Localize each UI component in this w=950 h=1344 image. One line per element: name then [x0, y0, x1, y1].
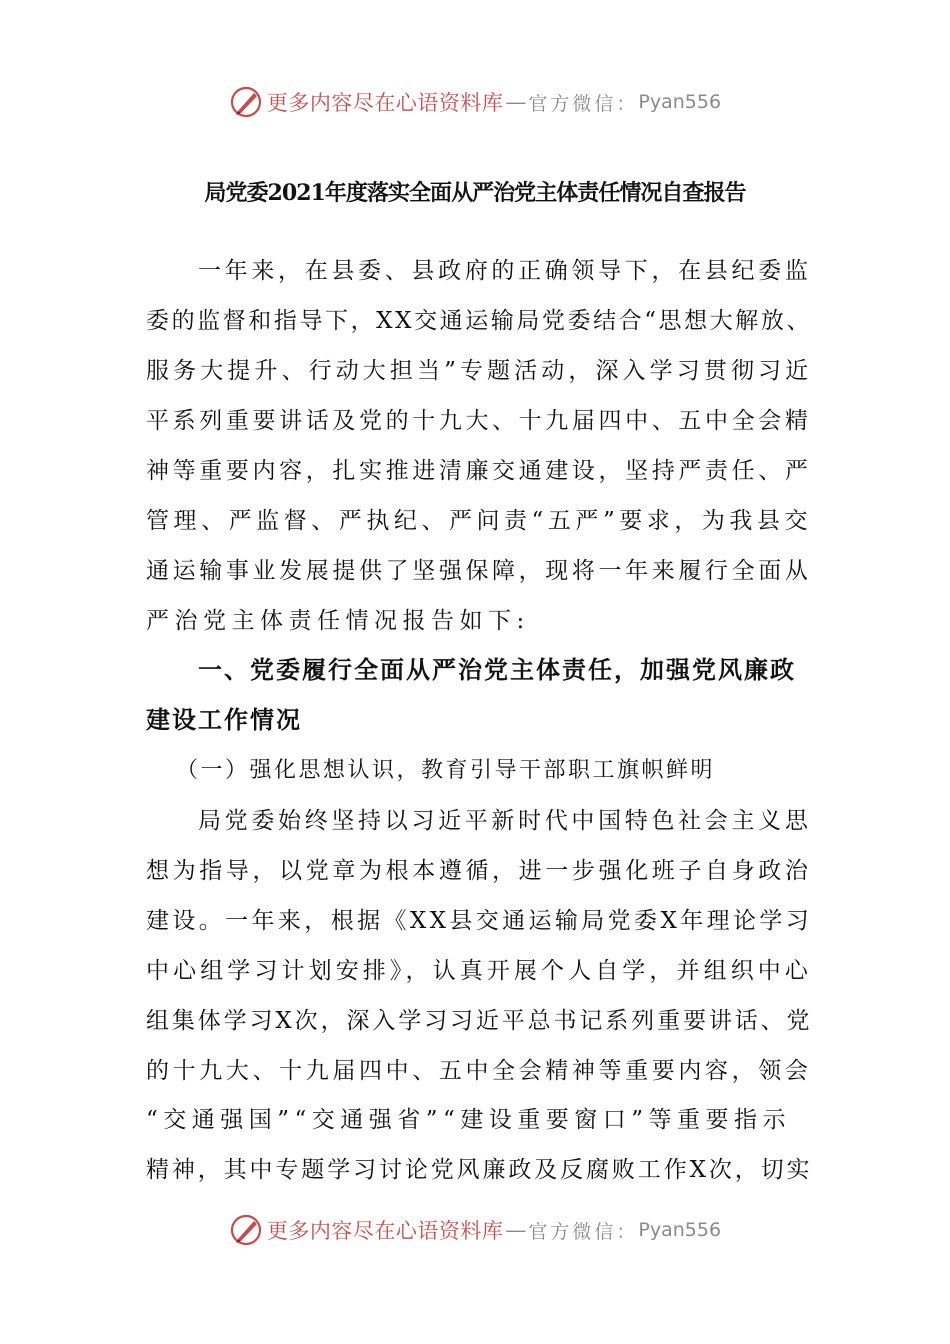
watermark-separator: —: [505, 1218, 527, 1242]
pen-logo-icon: [229, 85, 263, 119]
body-line: 服务大提升、行动大担当”专题活动，深入学习贯彻习近: [146, 358, 813, 384]
watermark-wechat-label: 官方微信：: [528, 92, 639, 115]
body-line: 严治党主体责任情况报告如下:: [146, 608, 530, 634]
body-line: 平系列重要讲话及党的十九大、十九届四中、五中全会精: [146, 408, 812, 434]
section-heading: 建设工作情况: [146, 706, 302, 734]
document-title: 局党委2021年度落实全面从严治党主体责任情况自查报告: [204, 180, 746, 206]
body-line: 委的监督和指导下，XX交通运输局党委结合“思想大解放、: [146, 308, 813, 334]
pen-logo-icon: [229, 1213, 263, 1247]
section-heading: 一、党委履行全面从严治党主体责任，加强党风廉政: [198, 656, 796, 684]
watermark-wechat-id: Pyan556: [638, 1219, 722, 1241]
watermark-wechat-id: Pyan556: [638, 91, 722, 113]
watermark-banner-bottom: [0, 1210, 950, 1250]
body-line: 通运输事业发展提供了坚强保障，现将一年来履行全面从: [146, 558, 812, 584]
body-line: 神等重要内容，扎实推进清廉交通建设，坚持严责任、严: [146, 458, 812, 484]
subsection-heading: （一）强化思想认识，教育引导干部职工旗帜鲜明: [176, 758, 716, 783]
body-line: 精神，其中专题学习讨论党风廉政及反腐败工作X次，切实: [146, 1157, 813, 1183]
body-line: 管理、严监督、严执纪、严问责“五严”要求，为我县交: [146, 508, 813, 534]
watermark-brand: 更多内容尽在心语资料库: [266, 91, 504, 115]
body-line: 一年来，在县委、县政府的正确领导下，在县纪委监: [198, 258, 812, 284]
watermark-brand: 更多内容尽在心语资料库: [266, 1219, 504, 1243]
body-line: 想为指导，以党章为根本遵循，进一步强化班子自身政治: [146, 858, 812, 884]
body-line: 中心组学习计划安排》，认真开展个人自学，并组织中心: [146, 958, 812, 984]
body-line: “交通强国”“交通强省”“建设重要窗口”等重要指示: [146, 1107, 792, 1133]
body-line: 建设。一年来，根据《XX县交通运输局党委X年理论学习: [146, 908, 813, 934]
body-line: 局党委始终坚持以习近平新时代中国特色社会主义思: [198, 808, 812, 834]
body-line: 组集体学习X次，深入学习习近平总书记系列重要讲话、党: [146, 1008, 813, 1034]
body-line: 的十九大、十九届四中、五中全会精神等重要内容，领会: [146, 1058, 812, 1084]
watermark-separator: —: [505, 90, 527, 114]
watermark-wechat-label: 官方微信：: [528, 1220, 639, 1243]
watermark-banner-top: [0, 82, 950, 122]
